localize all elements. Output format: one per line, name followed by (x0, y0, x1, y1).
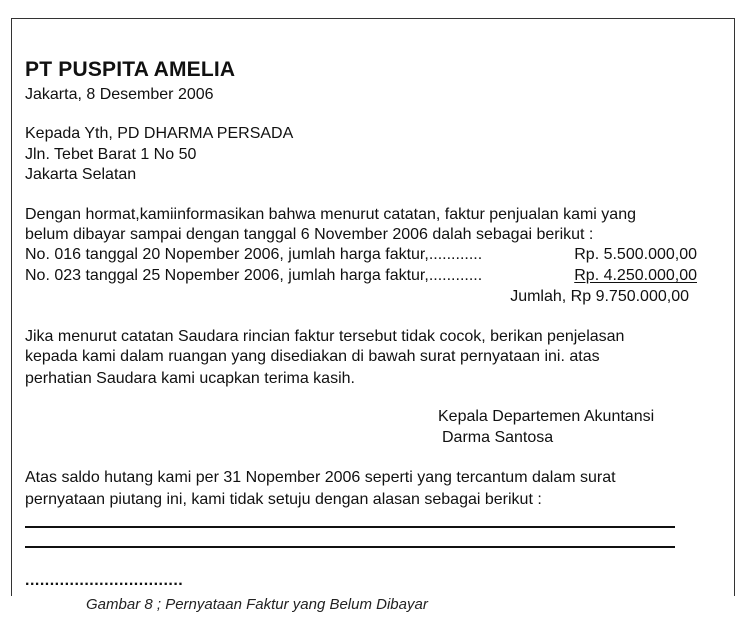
signature-blank-dots: ................................ (25, 572, 184, 589)
response-paragraph-line: pernyataan piutang ini, kami tidak setuju dengan alasan sebagai berikut : (25, 491, 542, 508)
signature-name: Darma Santosa (442, 429, 554, 446)
intro-paragraph-line: Dengan hormat,kamiinformasikan bahwa menurut catatan, faktur penjualan kami yang (25, 206, 636, 223)
request-paragraph-line: Jika menurut catatan Saudara rincian faktur tersebut tidak cocok, berikan penjelasan (25, 328, 625, 345)
recipient-line: Kepada Yth, PD DHARMA PERSADA (25, 125, 294, 142)
invoice-total: Jumlah, Rp 9.750.000,00 (510, 288, 689, 305)
request-paragraph-line: kepada kami dalam ruangan yang disediakan di bawah surat pernyataan ini. atas (25, 348, 600, 365)
invoice-row (25, 266, 697, 286)
response-paragraph-line: Atas saldo hutang kami per 31 Nopember 2006 seperti yang tercantum dalam surat (25, 469, 616, 486)
intro-paragraph-line: belum dibayar sampai dengan tanggal 6 November 2006 dalah sebagai berikut : (25, 226, 594, 243)
request-paragraph-line: perhatian Saudara kami ucapkan terima kasih. (25, 370, 355, 387)
invoice-label: No. 023 tanggal 25 Nopember 2006, jumlah harga faktur,............ (25, 267, 483, 284)
recipient-city: Jakarta Selatan (25, 166, 137, 183)
reason-blank-line (25, 546, 675, 548)
invoice-row (25, 245, 697, 265)
recipient-address: Jln. Tebet Barat 1 No 50 (25, 146, 197, 163)
letter-date: Jakarta, 8 Desember 2006 (25, 86, 214, 103)
reason-blank-line (25, 526, 675, 528)
invoice-amount: Rp. 4.250.000,00 (574, 267, 697, 284)
invoice-label: No. 016 tanggal 20 Nopember 2006, jumlah harga faktur,............ (25, 246, 483, 263)
figure-caption: Gambar 8 ; Pernyataan Faktur yang Belum Dibayar (86, 596, 428, 613)
company-name: PT PUSPITA AMELIA (25, 58, 236, 81)
signature-title: Kepala Departemen Akuntansi (438, 408, 655, 425)
invoice-amount: Rp. 5.500.000,00 (574, 246, 697, 263)
